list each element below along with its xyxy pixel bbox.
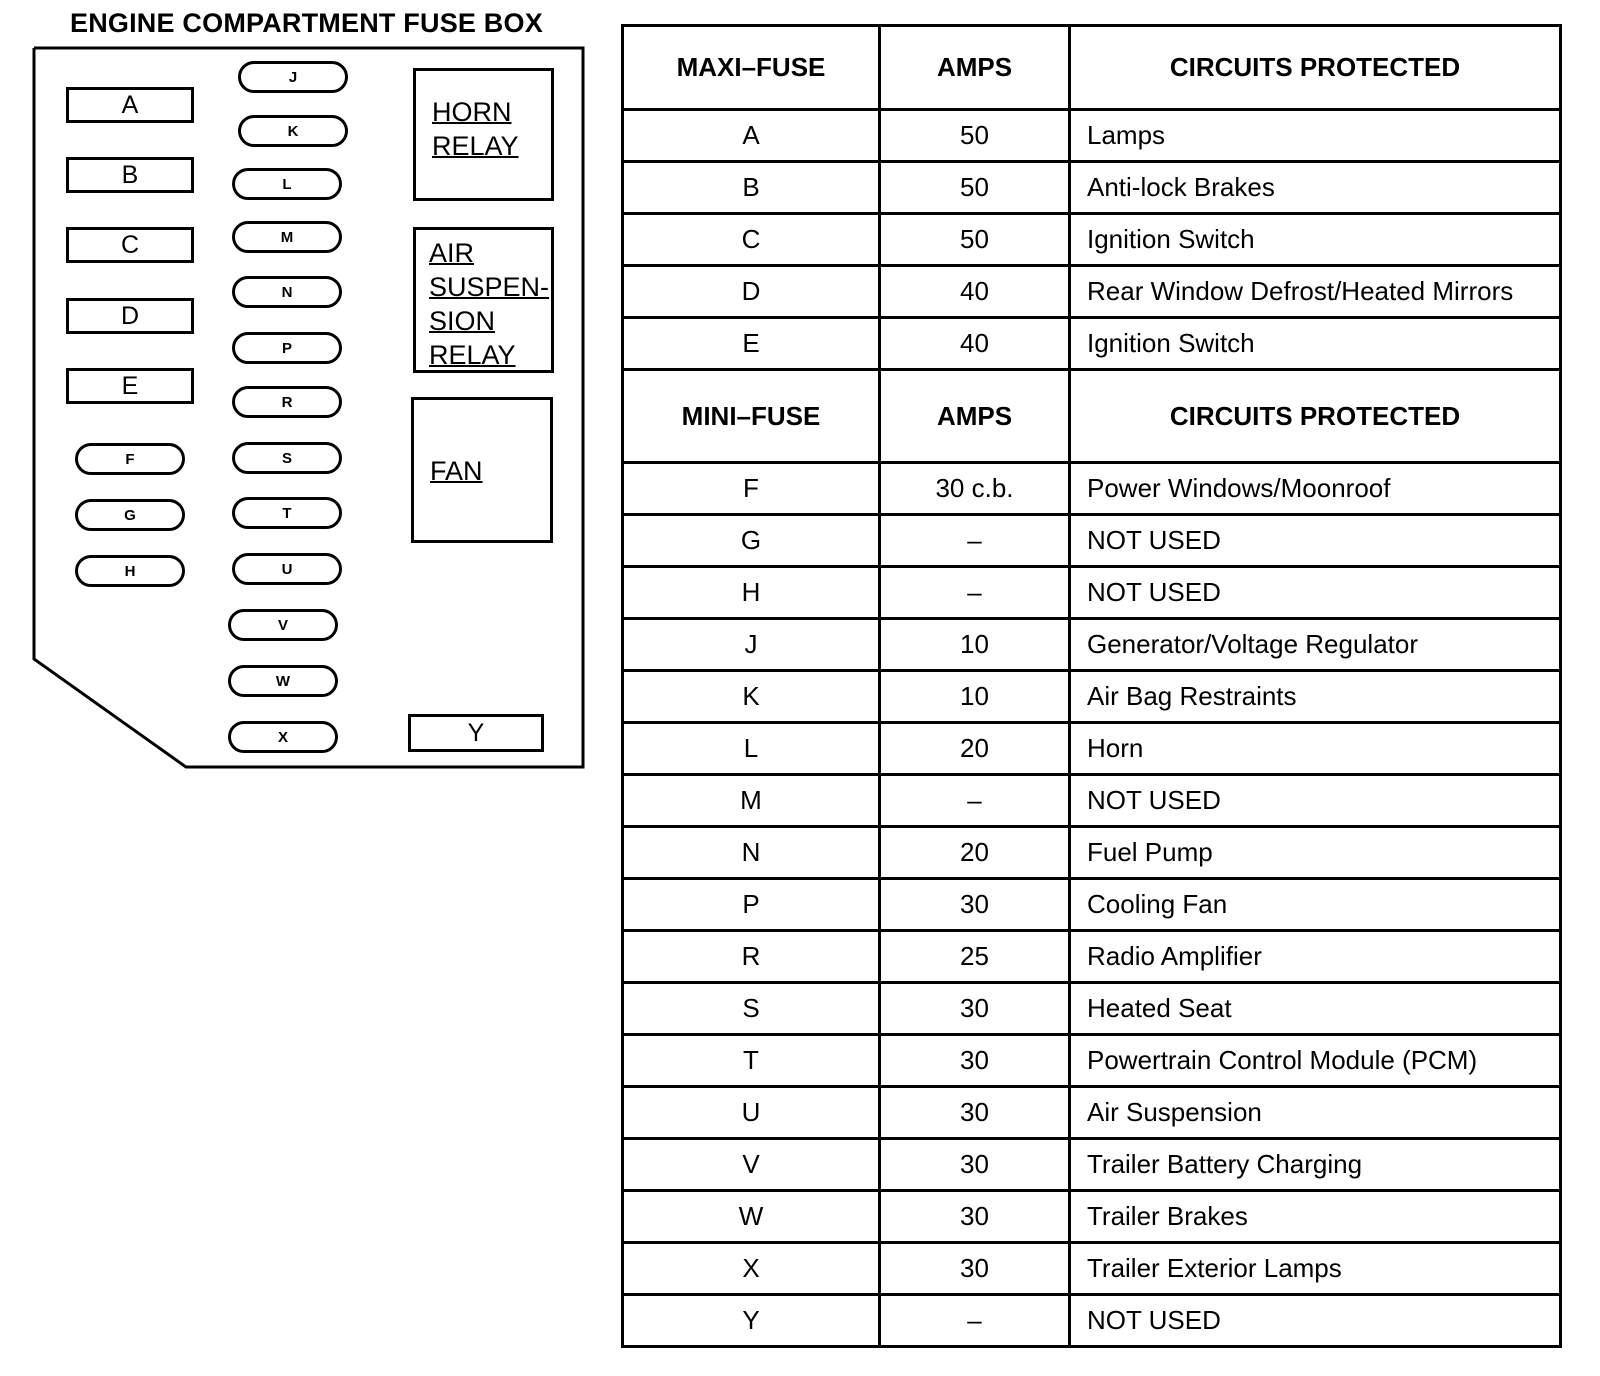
circuit-cell: Horn <box>1070 723 1561 775</box>
circuit-cell: Air Bag Restraints <box>1070 671 1561 723</box>
air-suspension-relay <box>413 227 554 373</box>
table-row <box>623 110 1561 162</box>
mini-fuse-slot-m: M <box>232 221 342 253</box>
mini-fuse-slot-u: U <box>232 553 342 585</box>
table-row <box>623 1035 1561 1087</box>
amps-cell: 20 <box>880 827 1070 879</box>
mini-fuse-slot-g: G <box>75 499 185 531</box>
fuse-table <box>621 24 1562 1348</box>
table-row <box>623 567 1561 619</box>
fuse-cell: S <box>623 983 880 1035</box>
circuit-cell: Ignition Switch <box>1070 214 1561 266</box>
circuit-cell: Trailer Battery Charging <box>1070 1139 1561 1191</box>
fuse-box-title: ENGINE COMPARTMENT FUSE BOX <box>70 8 543 38</box>
amps-cell: 50 <box>880 214 1070 266</box>
mini-fuse-slot-v: V <box>228 609 338 641</box>
fuse-cell: A <box>623 110 880 162</box>
amps-cell: 30 <box>880 1191 1070 1243</box>
amps-cell: 30 <box>880 879 1070 931</box>
mini-fuse-slot-f: F <box>75 443 185 475</box>
circuit-cell: Power Windows/Moonroof <box>1070 463 1561 515</box>
maxi-amps-header: AMPS <box>880 26 1070 110</box>
mini-fuse-slot-l: L <box>232 168 342 200</box>
table-row <box>623 1139 1561 1191</box>
fuse-cell: C <box>623 214 880 266</box>
amps-cell: – <box>880 775 1070 827</box>
amps-cell: 25 <box>880 931 1070 983</box>
fuse-cell: D <box>623 266 880 318</box>
amps-cell: 40 <box>880 318 1070 370</box>
fuse-cell: T <box>623 1035 880 1087</box>
circuit-cell: Lamps <box>1070 110 1561 162</box>
fuse-cell: R <box>623 931 880 983</box>
table-row <box>623 671 1561 723</box>
amps-cell: 20 <box>880 723 1070 775</box>
table-row <box>623 1191 1561 1243</box>
amps-cell: 30 <box>880 1139 1070 1191</box>
mini-fuse-slot-s: S <box>232 442 342 474</box>
table-row <box>623 318 1561 370</box>
circuit-cell: Fuel Pump <box>1070 827 1561 879</box>
circuit-cell: Anti-lock Brakes <box>1070 162 1561 214</box>
table-row <box>623 775 1561 827</box>
mini-fuse-slot-p: P <box>232 332 342 364</box>
circuit-cell: Trailer Brakes <box>1070 1191 1561 1243</box>
table-row <box>623 1243 1561 1295</box>
amps-cell: 30 <box>880 1035 1070 1087</box>
table-row <box>623 515 1561 567</box>
mini-fuse-slot-x: X <box>228 721 338 753</box>
table-row <box>623 827 1561 879</box>
circuit-cell: Heated Seat <box>1070 983 1561 1035</box>
fuse-cell: P <box>623 879 880 931</box>
amps-cell: 10 <box>880 619 1070 671</box>
amps-cell: 50 <box>880 110 1070 162</box>
circuit-cell: Powertrain Control Module (PCM) <box>1070 1035 1561 1087</box>
amps-cell: – <box>880 515 1070 567</box>
mini-fuse-rows <box>623 463 1561 1347</box>
mini-fuse-slot-t: T <box>232 497 342 529</box>
table-row <box>623 879 1561 931</box>
table-row <box>623 931 1561 983</box>
fuse-cell: N <box>623 827 880 879</box>
maxi-circuits-header: CIRCUITS PROTECTED <box>1070 26 1561 110</box>
mini-fuse-slot-n: N <box>232 276 342 308</box>
mini-fuse-slot-h: H <box>75 555 185 587</box>
mini-amps-header: AMPS <box>880 370 1070 463</box>
maxi-fuse-header: MAXI–FUSE <box>623 26 880 110</box>
fuse-cell: Y <box>623 1295 880 1347</box>
air-suspension-relay-label: AIR SUSPEN- SION RELAY <box>429 238 550 370</box>
amps-cell: 30 <box>880 1087 1070 1139</box>
fuse-cell: H <box>623 567 880 619</box>
table-row <box>623 463 1561 515</box>
table-row <box>623 266 1561 318</box>
circuit-cell: NOT USED <box>1070 515 1561 567</box>
circuit-cell: Ignition Switch <box>1070 318 1561 370</box>
table-row <box>623 1295 1561 1347</box>
mini-fuse-slot-w: W <box>228 665 338 697</box>
mini-circuits-header: CIRCUITS PROTECTED <box>1070 370 1561 463</box>
fuse-cell: X <box>623 1243 880 1295</box>
horn-relay <box>413 68 554 201</box>
circuit-cell: Trailer Exterior Lamps <box>1070 1243 1561 1295</box>
table-row <box>623 723 1561 775</box>
circuit-cell: Rear Window Defrost/Heated Mirrors <box>1070 266 1561 318</box>
fuse-cell: V <box>623 1139 880 1191</box>
fuse-cell: U <box>623 1087 880 1139</box>
amps-cell: 40 <box>880 266 1070 318</box>
circuit-cell: Air Suspension <box>1070 1087 1561 1139</box>
fuse-cell: G <box>623 515 880 567</box>
fuse-cell: F <box>623 463 880 515</box>
circuit-cell: NOT USED <box>1070 775 1561 827</box>
table-row <box>623 1087 1561 1139</box>
maxi-fuse-rows <box>623 110 1561 370</box>
fuse-cell: B <box>623 162 880 214</box>
circuit-cell: Cooling Fan <box>1070 879 1561 931</box>
circuit-cell: NOT USED <box>1070 567 1561 619</box>
mini-fuse-header: MINI–FUSE <box>623 370 880 463</box>
circuit-cell: NOT USED <box>1070 1295 1561 1347</box>
fuse-cell: L <box>623 723 880 775</box>
table-row <box>623 619 1561 671</box>
horn-relay-label: HORN RELAY <box>432 97 519 161</box>
maxi-fuse-slot-b: B <box>66 157 194 193</box>
maxi-fuse-slot-c: C <box>66 227 194 263</box>
amps-cell: 50 <box>880 162 1070 214</box>
fan-relay-label: FAN <box>430 456 483 486</box>
maxi-fuse-slot-d: D <box>66 298 194 334</box>
fuse-cell: K <box>623 671 880 723</box>
table-row <box>623 983 1561 1035</box>
mini-fuse-slot-j: J <box>238 61 348 93</box>
fuse-cell: E <box>623 318 880 370</box>
amps-cell: 30 c.b. <box>880 463 1070 515</box>
circuit-cell: Generator/Voltage Regulator <box>1070 619 1561 671</box>
fan-relay <box>411 397 553 543</box>
mini-header-row <box>623 370 1561 463</box>
amps-cell: 30 <box>880 983 1070 1035</box>
fuse-cell: M <box>623 775 880 827</box>
fuse-cell: W <box>623 1191 880 1243</box>
maxi-fuse-slot-e: E <box>66 368 194 404</box>
maxi-header-row <box>623 26 1561 110</box>
amps-cell: 30 <box>880 1243 1070 1295</box>
circuit-cell: Radio Amplifier <box>1070 931 1561 983</box>
mini-fuse-slot-k: K <box>238 115 348 147</box>
amps-cell: – <box>880 1295 1070 1347</box>
table-row <box>623 214 1561 266</box>
amps-cell: 10 <box>880 671 1070 723</box>
mini-fuse-slot-r: R <box>232 386 342 418</box>
maxi-fuse-slot-a: A <box>66 87 194 123</box>
amps-cell: – <box>880 567 1070 619</box>
fuse-slot-y: Y <box>408 714 544 752</box>
fuse-cell: J <box>623 619 880 671</box>
table-row <box>623 162 1561 214</box>
